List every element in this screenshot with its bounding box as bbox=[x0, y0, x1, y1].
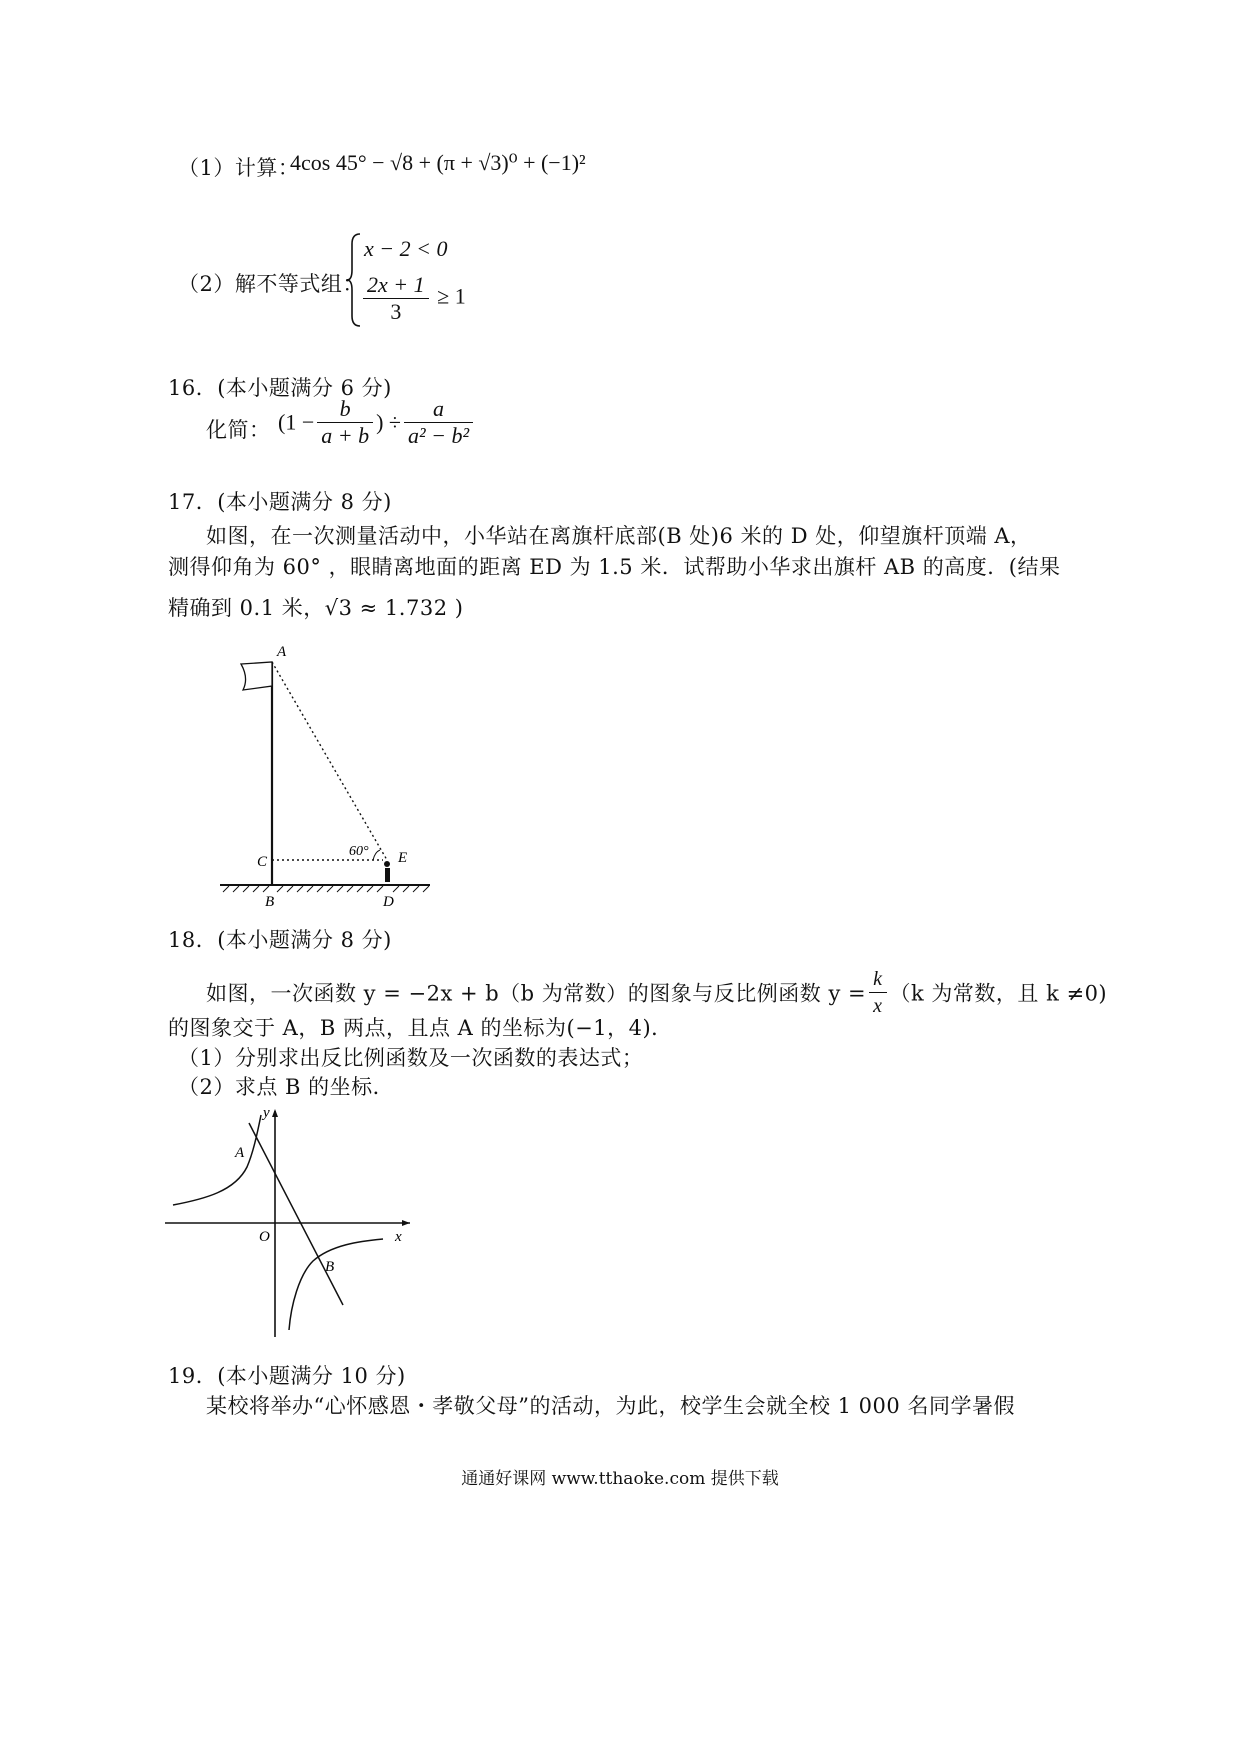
label-O: O bbox=[259, 1229, 270, 1245]
label-C: C bbox=[257, 854, 268, 870]
label-D: D bbox=[383, 894, 394, 910]
label-x: x bbox=[395, 1229, 402, 1245]
page-footer: 通通好课网 www.tthaoke.com 提供下载 bbox=[461, 1469, 779, 1489]
sight-line bbox=[272, 662, 387, 860]
flagpole-figure bbox=[215, 640, 445, 910]
flag-icon bbox=[241, 662, 272, 690]
q19-line1: 某校将举办“心怀感恩・孝敬父母”的活动，为此，校学生会就全校 1 000 名同学暑假 bbox=[206, 1394, 1015, 1418]
q18-header: 18．(本小题满分 8 分) bbox=[168, 928, 392, 952]
inequality-line1: x − 2 < 0 bbox=[364, 236, 448, 261]
q19-header: 19．(本小题满分 10 分) bbox=[168, 1364, 406, 1388]
y-axis-arrow-icon bbox=[272, 1109, 278, 1117]
linear-function-line bbox=[249, 1123, 343, 1305]
x-axis-arrow-icon bbox=[402, 1220, 410, 1226]
label-E: E bbox=[398, 850, 408, 866]
q18-sub1: （1）分别求出反比例函数及一次函数的表达式； bbox=[178, 1046, 644, 1070]
q18-line1: 如图，一次函数 y = −2x + b（b 为常数）的图象与反比例函数 y = $\frac{k}{x}$ （k 为常数，且 k ≠0) bbox=[206, 968, 1108, 1017]
q15-part1-label: （1）计算： bbox=[178, 156, 300, 180]
q16-label: 化简： bbox=[206, 418, 271, 442]
q16-header: 16．(本小题满分 6 分) bbox=[168, 376, 392, 400]
function-graph-figure bbox=[165, 1105, 420, 1340]
q18-sub2: （2）求点 B 的坐标． bbox=[178, 1075, 395, 1099]
ground-hatching bbox=[223, 886, 429, 892]
q15-part2-label: （2）解不等式组： bbox=[178, 272, 364, 296]
q18-line2: 的图象交于 A，B 两点，且点 A 的坐标为(−1，4)． bbox=[168, 1016, 673, 1040]
angle-label: 60° bbox=[349, 844, 369, 859]
inequality-system bbox=[346, 230, 476, 330]
person-icon bbox=[384, 861, 390, 882]
q17-header: 17．(本小题满分 8 分) bbox=[168, 490, 392, 514]
label-y: y bbox=[263, 1105, 270, 1121]
hyperbola-branch-right bbox=[289, 1239, 383, 1330]
inequality-fraction: $\frac{2x + 1}{3}$ bbox=[363, 272, 429, 325]
q17-line2: 测得仰角为 60° ，眼睛离地面的距离 ED 为 1.5 米．试帮助小华求出旗杆 AB 的高度．(结果 bbox=[168, 555, 1061, 579]
q17-line1: 如图，在一次测量活动中，小华站在离旗杆底部(B 处)6 米的 D 处，仰望旗杆顶端 A， bbox=[206, 524, 1032, 548]
label-B: B bbox=[265, 894, 275, 910]
label-B: B bbox=[325, 1259, 335, 1275]
label-A: A bbox=[235, 1145, 245, 1161]
hyperbola-branch-left bbox=[173, 1115, 261, 1205]
q16-expression: (1 − $\frac{b}{a + b}$ ) ÷ $\frac{a}{\text{a² − b²}}$ bbox=[278, 396, 476, 449]
angle-arc bbox=[373, 850, 380, 860]
q17-line3: 精确到 0.1 米，√3 ≈ 1.732 ) bbox=[168, 596, 464, 620]
q15-part1-expression: 4cos 45° − √8 + (π + √3)⁰ + (−1)² bbox=[290, 150, 586, 175]
label-A: A bbox=[277, 644, 287, 660]
inequality-relation: ≥ 1 bbox=[437, 283, 466, 309]
